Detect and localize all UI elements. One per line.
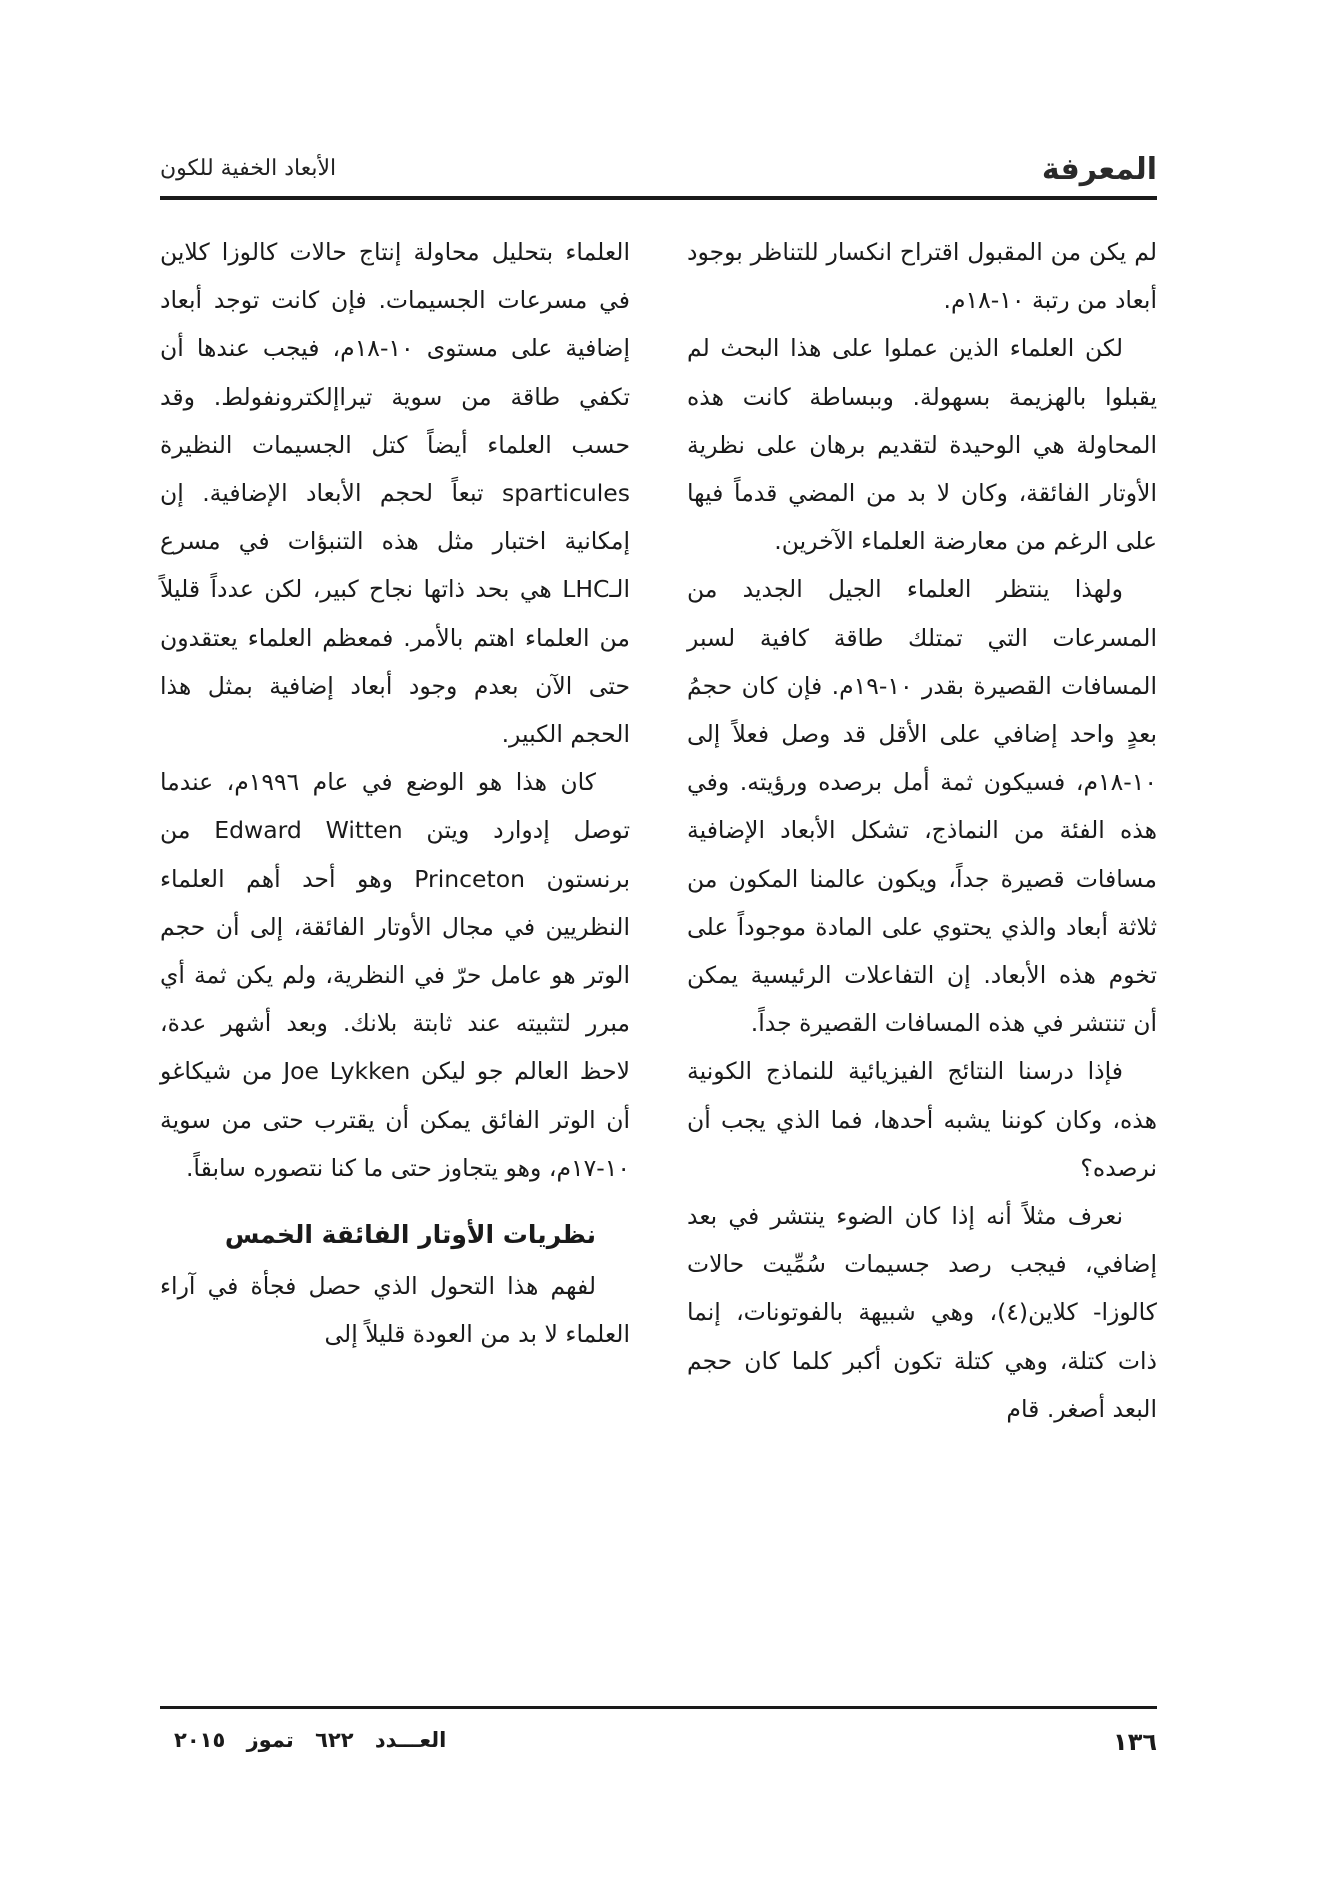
paragraph: ولهذا ينتظر العلماء الجيل الجديد من المسرعات التي تمتلك طاقة كافية لسبر المسافات القصيرة بقدر ١٠-١٩م. فإن كان حجمُ بعدٍ واحد إضافي على الأقل قد وصل فعلاً إلى ١٠-١٨م، فسيكون ثمة أمل برصده ورؤيته. وفي هذه الفئة من النماذج، تشكل الأبعاد الإضافية مسافات قصيرة جداً، ويكون عالمنا المكون من ثلاثة أبعاد والذي يحتوي على المادة موجوداً على تخوم هذه الأبعاد. إن التفاعلات الرئيسية يمكن أن تنتشر في هذه المسافات القصيرة جداً. [687,575,1157,1038]
paragraph: العلماء بتحليل محاولة إنتاج حالات كالوزا كلاين في مسرعات الجسيمات. فإن كانت توجد أبعاد إضافية على مستوى ١٠-١٨م، فيجب عندها أن تكفي طاقة من سوية تيراإلكترونفولط. وقد حسب العلماء أيضاً كتل الجسيمات النظيرة sparticules تبعاً لحجم الأبعاد الإضافية. إن إمكانية اختبار مثل هذه التنبؤات في مسرع الـLHC هي بحد ذاتها نجاح كبير، لكن عدداً قليلاً من العلماء اهتم بالأمر. فمعظم العلماء يعتقدون حتى الآن بعدم وجود أبعاد إضافية بمثل هذا الحجم الكبير. [160,238,630,749]
issue-year: ٢٠١٥ [174,1728,226,1752]
right-text-column [687,228,1157,1433]
header-divider [160,196,1157,200]
footer-divider [160,1706,1157,1709]
running-title: الأبعاد الخفية للكون [160,156,337,181]
paragraph: كان هذا هو الوضع في عام ١٩٩٦م، عندما توصل إدوارد ويتن Edward Witten من برنستون Princeton وهو أحد أهم العلماء النظريين في مجال الأوتار الفائقة، إلى أن حجم الوتر هو عامل حرّ في النظرية، ولم يكن ثمة أي مبرر لتثبيته عند ثابتة بلانك. وبعد أشهر عدة، لاحظ العالم جو ليكن Joe Lykken من شيكاغو أن الوتر الفائق يمكن أن يقترب حتى من سوية ١٠-١٧م، وهو يتجاوز حتى ما كنا نتصوره سابقاً. [160,768,630,1182]
paragraph: فإذا درسنا النتائج الفيزيائية للنماذج الكونية هذه، وكان كوننا يشبه أحدها، فما الذي يجب أن نرصده؟ [687,1057,1157,1182]
paragraph: لفهم هذا التحول الذي حصل فجأة في آراء العلماء لا بد من العودة قليلاً إلى [160,1272,630,1349]
issue-info [160,1728,446,1752]
paragraph: لكن العلماء الذين عملوا على هذا البحث لم يقبلوا بالهزيمة بسهولة. وببساطة كانت هذه المحاولة هي الوحيدة لتقديم برهان على نظرية الأوتار الفائقة، وكان لا بد من المضي قدماً فيها على الرغم من معارضة العلماء الآخرين. [687,334,1157,556]
page-header [160,148,1157,188]
issue-label: العـــدد [374,1728,447,1752]
left-text-column [160,228,630,1358]
paragraph: نعرف مثلاً أنه إذا كان الضوء ينتشر في بعد إضافي، فيجب رصد جسيمات سُمِّيت حالات كالوزا- كلاين(٤)، وهي شبيهة بالفوتونات، إنما ذات كتلة، وهي كتلة تكون أكبر كلما كان حجم البعد أصغر. قام [687,1202,1157,1423]
paragraph: لم يكن من المقبول اقتراح انكسار للتناظر بوجود أبعاد من رتبة ١٠-١٨م. [687,238,1157,315]
page-footer [160,1728,1157,1768]
magazine-logo: المعرفة [1041,152,1157,187]
section-heading: نظريات الأوتار الفائقة الخمس [224,1220,596,1250]
issue-month: تموز [246,1728,294,1752]
page-number: ١٣٦ [1113,1728,1157,1756]
issue-number: ٦٢٢ [315,1728,354,1752]
